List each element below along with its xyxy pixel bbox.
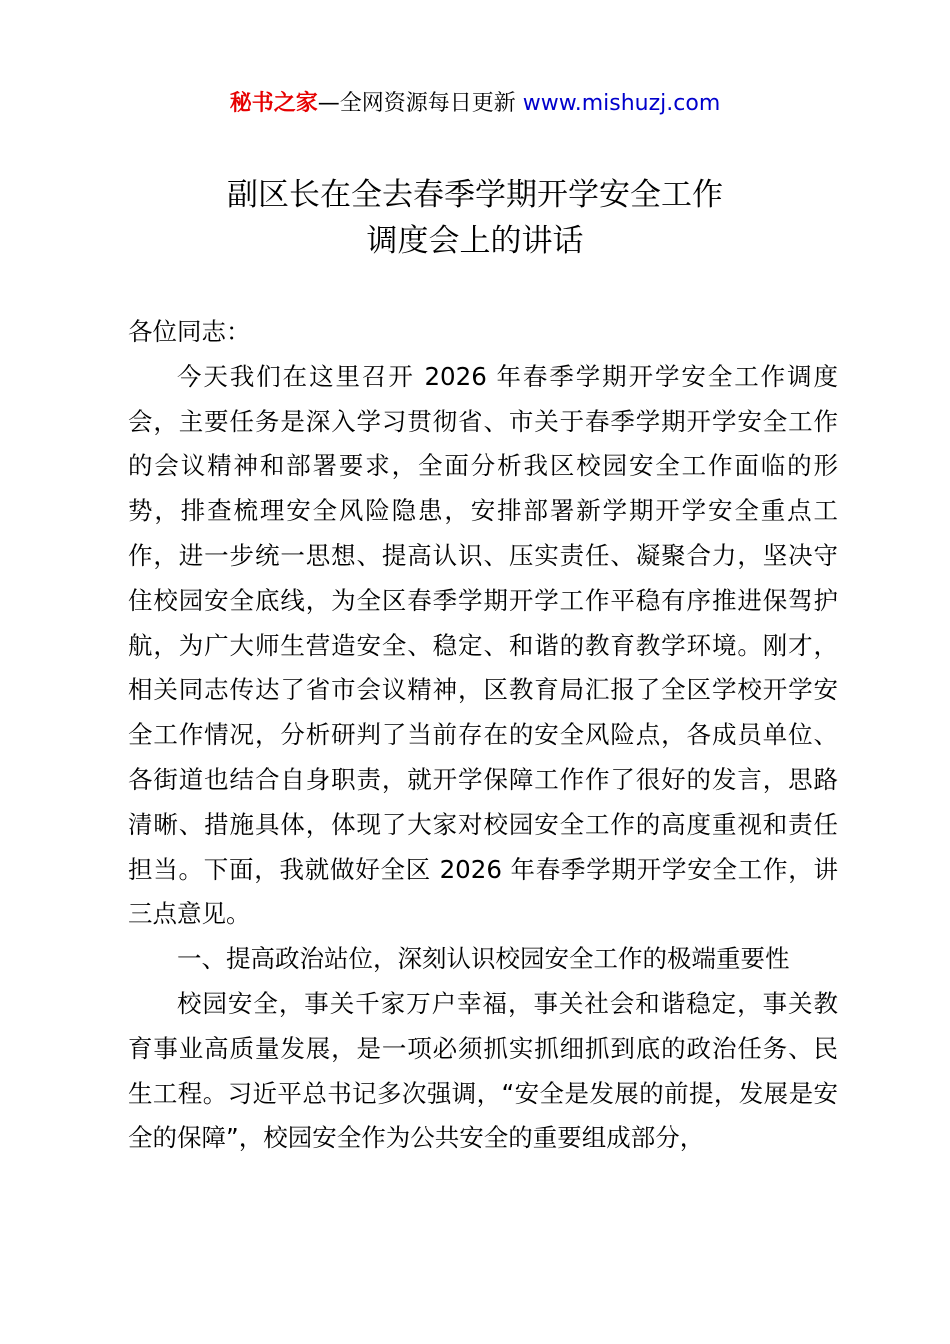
body-paragraph: 校园安全，事关千家万户幸福，事关社会和谐稳定，事关教育事业高质量发展，是一项必须抓实抓细抓到底的政治任务、民生工程。习近平总书记多次强调，“安全是发展的前提，发展是安全的保障”，校园安全作为公共安全的重要组成部分， — [128, 988, 838, 1153]
document-title — [0, 172, 950, 264]
site-url[interactable]: www.mishuzj.com — [522, 91, 721, 116]
title-line-2: 调度会上的讲话 — [366, 223, 584, 259]
site-header — [0, 86, 950, 122]
title-line-1: 副区长在全去春季学期开学安全工作 — [227, 177, 723, 213]
body-paragraph: 今天我们在这里召开 2026 年春季学期开学安全工作调度会，主要任务是深入学习贯彻省、市关于春季学期开学安全工作的会议精神和部署要求，全面分析我区校园安全工作面临的形势，排查梳理安全风险隐患，安排部署新学期开学安全重点工作，进一步统一思想、提高认识、压实责任、凝聚合力，坚决守住校园安全底线，为全区春季学期开学工作平稳有序推进保驾护航，为广大师生营造安全、稳定、和谐的教育教学环境。刚才，相关同志传达了省市会议精神，区教育局汇报了全区学校开学安全工作情况，分析研判了当前存在的安全风险点，各成员单位、各街道也结合自身职责，就开学保障工作作了很好的发言，思路清晰、措施具体，体现了大家对校园安全工作的高度重视和责任担当。下面，我就做好全区 2026 年春季学期开学安全工作，讲三点意见。 — [128, 361, 838, 929]
document-body — [128, 310, 838, 1161]
site-tagline: —全网资源每日更新 — [317, 91, 523, 116]
site-brand: 秘书之家 — [229, 91, 318, 116]
salutation: 各位同志： — [128, 317, 251, 346]
section-heading: 一、提高政治站位，深刻认识校园安全工作的极端重要性 — [177, 944, 790, 974]
